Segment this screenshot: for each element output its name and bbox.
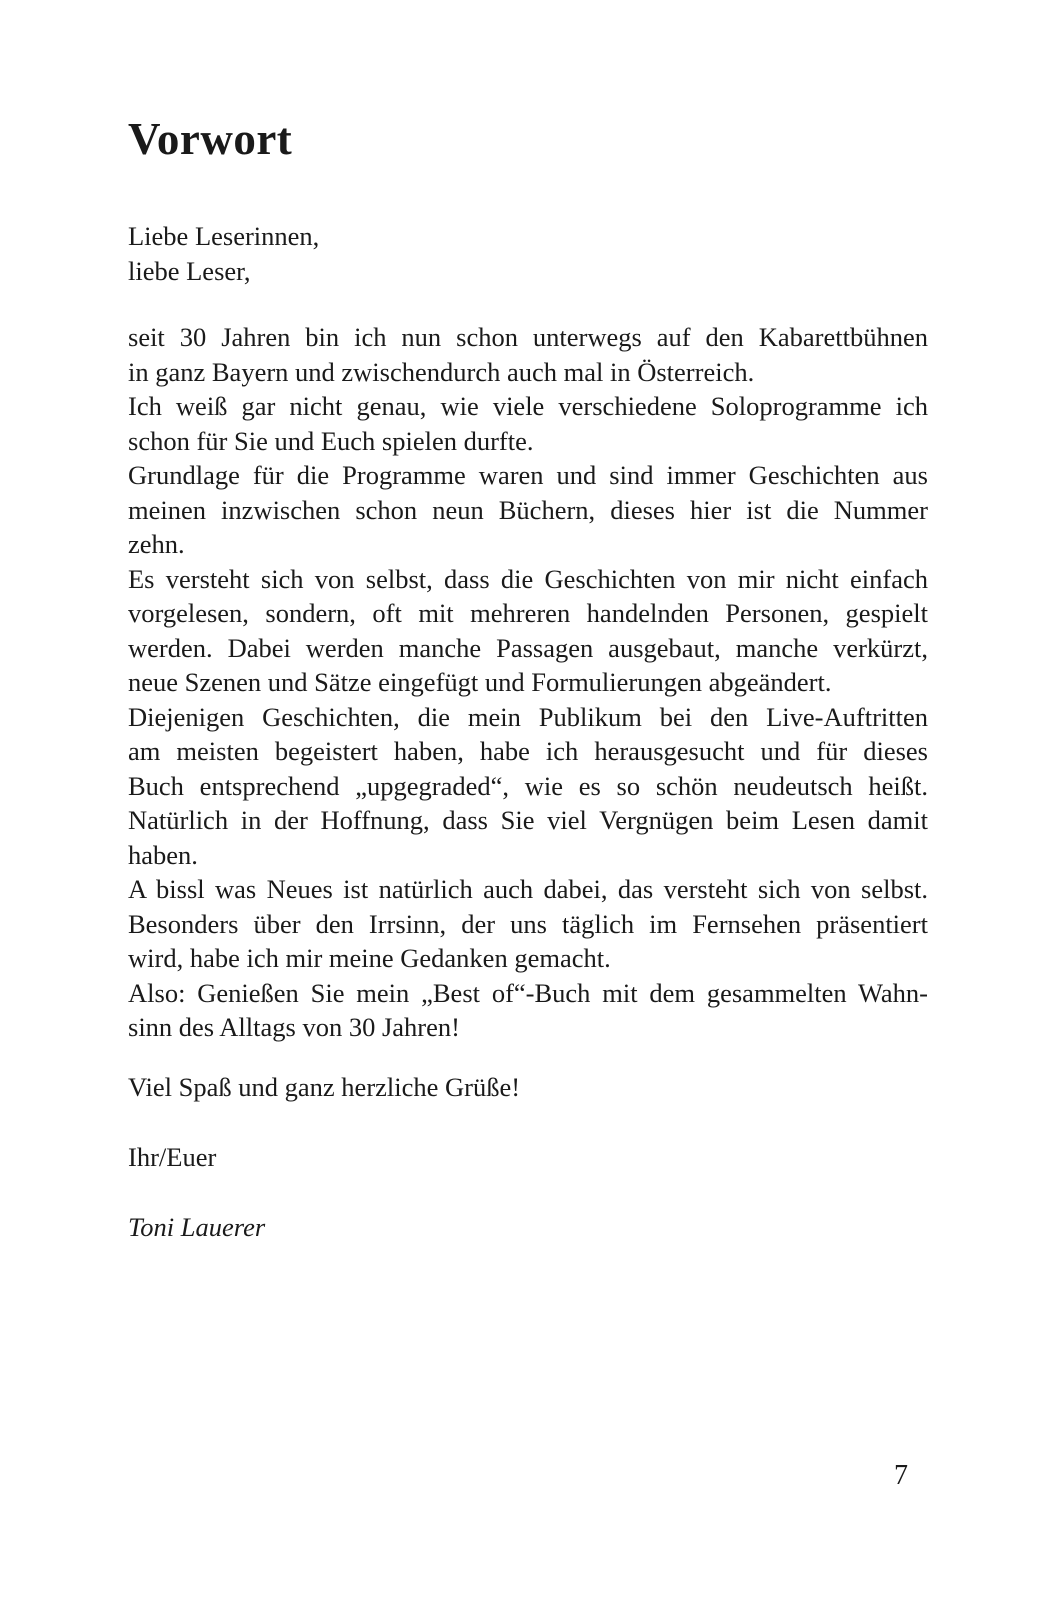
- greeting-line: liebe Leser,: [128, 255, 251, 286]
- body-line: sinn des Alltags von 30 Jahren!: [128, 1012, 460, 1042]
- body-line: neue Szenen und Sätze eingefügt und Formulierungen abgeändert.: [128, 667, 832, 697]
- body-line: A bissl was Neues ist natürlich auch dabei, das versteht sich von selbst.: [128, 874, 928, 904]
- greeting: [128, 219, 928, 288]
- body-line: Buch entsprechend „upgegraded“, wie es so schön neudeutsch heißt.: [128, 770, 928, 801]
- body-line: schon für Sie und Euch spielen durfte.: [128, 425, 534, 456]
- body-line: Natürlich in der Hoffnung, dass Sie viel Vergnügen beim Lesen damit: [128, 805, 928, 835]
- page-number: 7: [894, 1460, 908, 1491]
- body-line: werden. Dabei werden manche Passagen ausgebaut, manche verkürzt,: [128, 632, 928, 663]
- body-line: meinen inzwischen schon neun Büchern, dieses hier ist die Nummer: [128, 494, 928, 525]
- body-line: Besonders über den Irrsinn, der uns täglich im Fernsehen präsentiert: [128, 908, 928, 939]
- body-line: Also: Genießen Sie mein „Best of“-Buch mit dem gesammelten Wahn-: [128, 977, 928, 1008]
- body-line: in ganz Bayern und zwischendurch auch mal in Österreich.: [128, 356, 755, 387]
- body-line: Diejenigen Geschichten, die mein Publikum bei den Live-Auftritten: [128, 701, 928, 732]
- body-line: wird, habe ich mir meine Gedanken gemacht.: [128, 943, 611, 973]
- author-signature: Toni Lauerer: [128, 1212, 266, 1242]
- body-line: vorgelesen, sondern, oft mit mehreren handelnden Personen, gespielt: [128, 598, 928, 628]
- body-line: Es versteht sich von selbst, dass die Geschichten von mir nicht einfach: [128, 563, 928, 594]
- body-line: Grundlage für die Programme waren und sind immer Geschichten aus: [128, 460, 928, 490]
- greeting-line: Liebe Leserinnen,: [128, 221, 320, 251]
- body-line: zehn.: [128, 529, 185, 559]
- sign-off: Ihr/Euer: [128, 1142, 217, 1172]
- foreword-body: [128, 320, 928, 1045]
- page-title: Vorwort: [128, 114, 293, 164]
- body-line: haben.: [128, 839, 198, 870]
- body-line: am meisten begeistert haben, habe ich herausgesucht und für dieses: [128, 736, 928, 766]
- body-line: seit 30 Jahren bin ich nun schon unterwegs auf den Kabarettbühnen: [128, 322, 928, 352]
- body-line: Ich weiß gar nicht genau, wie viele verschiedene Soloprogramme ich: [128, 391, 928, 421]
- closing-line: Viel Spaß und ganz herzliche Grüße!: [128, 1072, 521, 1102]
